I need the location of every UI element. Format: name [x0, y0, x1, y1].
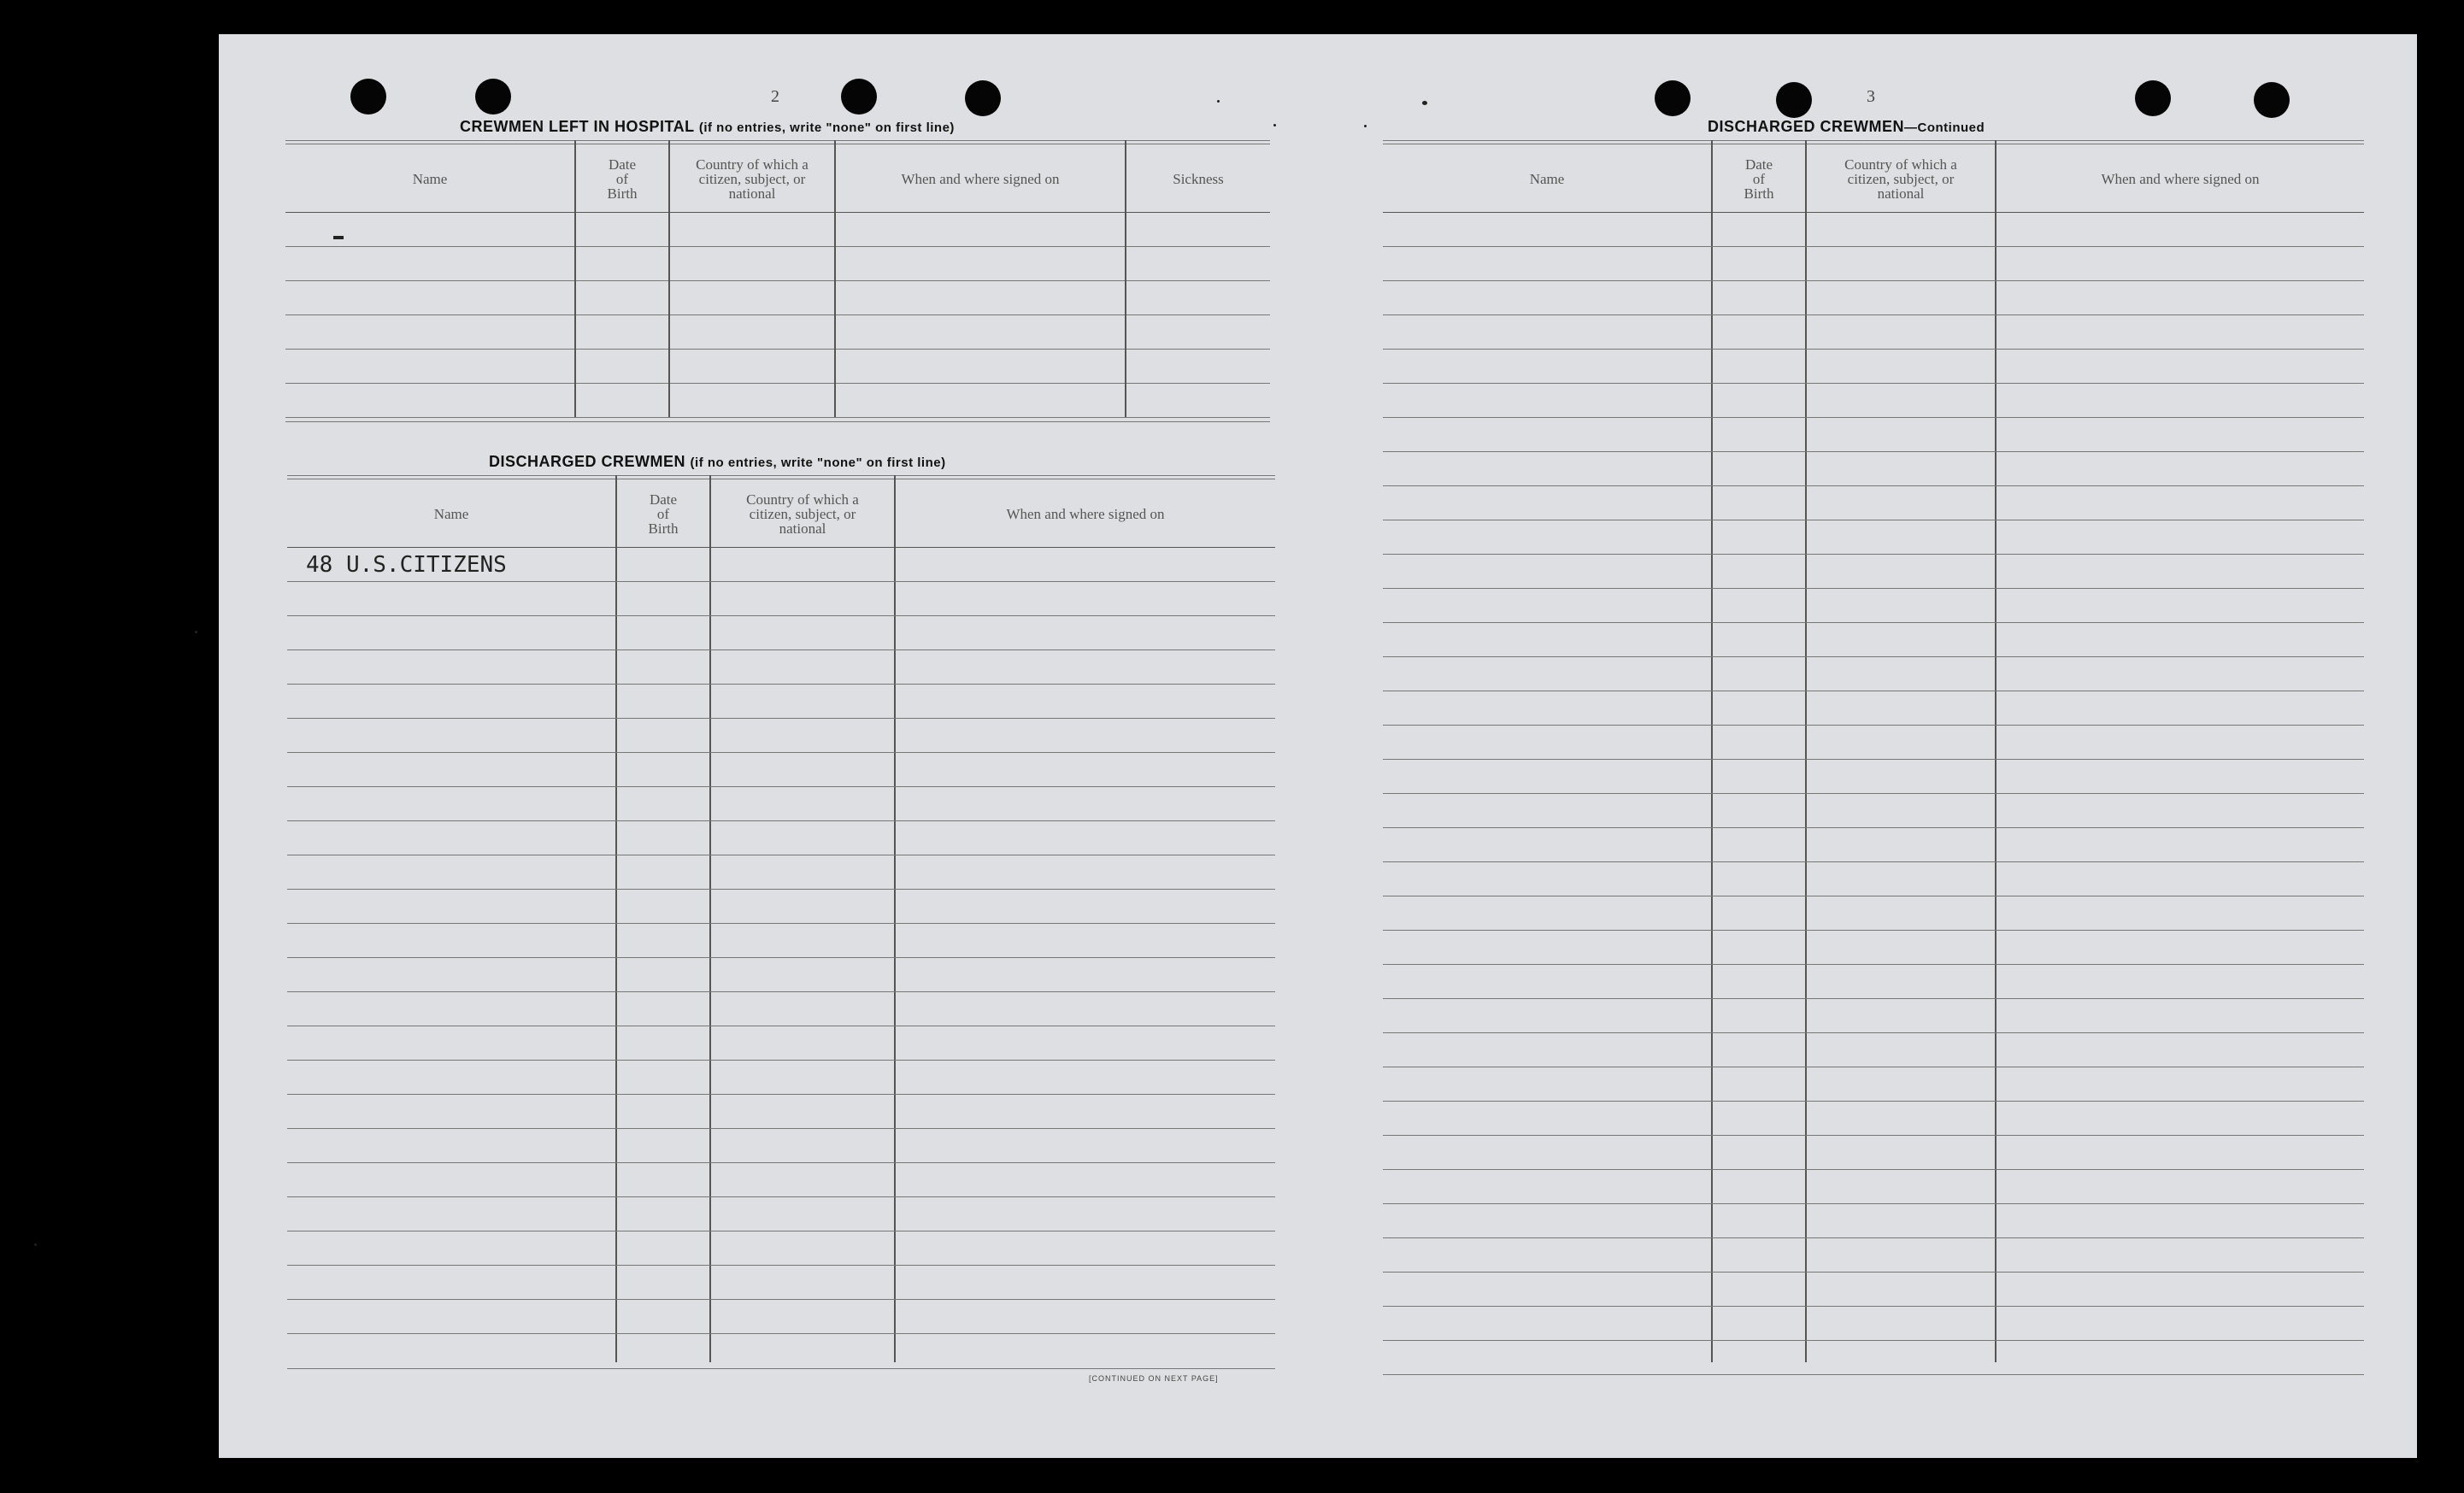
punch-hole	[2254, 82, 2290, 118]
ruled-line	[287, 1094, 1275, 1095]
ruled-line	[287, 1368, 1275, 1369]
ruled-line	[1383, 1135, 2364, 1136]
ruled-line	[1383, 1203, 2364, 1204]
ruled-line	[287, 1162, 1275, 1163]
ruled-line	[1383, 793, 2364, 794]
hospital-first-entry-mark	[333, 236, 344, 239]
ruled-line	[1383, 383, 2364, 384]
ruled-line	[287, 923, 1275, 924]
ruled-line	[1383, 314, 2364, 315]
ruled-line	[287, 615, 1275, 616]
punch-hole	[2135, 80, 2171, 116]
col-header-signed-on: When and where signed on	[2101, 170, 2260, 187]
discharged-continued-title	[1708, 118, 1985, 136]
document-sheet	[219, 34, 2417, 1458]
ruled-line	[1383, 964, 2364, 965]
ruled-line	[287, 581, 1275, 582]
col-header-date-of-birth: Date of Birth	[1744, 156, 1774, 202]
ruled-line	[1383, 725, 2364, 726]
ruled-line	[1383, 246, 2364, 247]
ruled-line	[287, 1265, 1275, 1266]
punch-hole	[965, 80, 1001, 116]
page-number: 2	[771, 87, 779, 106]
ruled-line	[287, 684, 1275, 685]
ruled-line	[1383, 485, 2364, 486]
ruled-line	[287, 1060, 1275, 1061]
punch-hole	[350, 79, 386, 115]
speck	[1273, 124, 1276, 126]
section-title-text: CREWMEN LEFT IN HOSPITAL	[460, 118, 695, 135]
page-number: 3	[1867, 87, 1875, 106]
section-subtitle: (if no entries, write "none" on first line)	[690, 456, 946, 470]
ruled-line	[1383, 759, 2364, 760]
ruled-line	[1383, 1374, 2364, 1375]
ruled-line	[1383, 417, 2364, 418]
speck	[1422, 101, 1427, 105]
ruled-line	[1383, 280, 2364, 281]
punch-hole	[841, 79, 877, 115]
ruled-line	[1383, 1032, 2364, 1033]
section-subtitle: —Continued	[1904, 120, 1985, 135]
ruled-line	[1383, 451, 2364, 452]
ruled-line	[1383, 1237, 2364, 1238]
continued-footer: [CONTINUED ON NEXT PAGE]	[1089, 1374, 1219, 1383]
col-header-signed-on: When and where signed on	[1006, 505, 1165, 522]
ruled-line	[287, 1299, 1275, 1300]
col-header-date-of-birth: Date of Birth	[648, 491, 679, 537]
punch-hole	[1655, 80, 1691, 116]
punch-hole	[475, 79, 511, 115]
section-title-text: DISCHARGED CREWMEN	[1708, 118, 1905, 135]
ruled-line	[287, 786, 1275, 787]
ruled-line	[1383, 656, 2364, 657]
punch-hole	[1776, 82, 1812, 118]
col-header-sickness: Sickness	[1173, 170, 1224, 187]
ruled-line	[287, 1196, 1275, 1197]
discharged-table	[287, 475, 1275, 1369]
discharged-first-entry: 48 U.S.CITIZENS	[306, 552, 507, 578]
ruled-line	[287, 957, 1275, 958]
speck	[195, 631, 197, 633]
col-header-signed-on: When and where signed on	[901, 170, 1060, 187]
ruled-line	[1383, 588, 2364, 589]
discharged-continued-table	[1383, 140, 2364, 1371]
ruled-line	[1383, 1101, 2364, 1102]
col-header-name: Name	[1529, 170, 1565, 187]
ruled-line	[1383, 622, 2364, 623]
ruled-line	[287, 718, 1275, 719]
ruled-line	[1383, 554, 2364, 555]
col-header-date-of-birth: Date of Birth	[607, 156, 638, 202]
speck	[1217, 100, 1220, 103]
col-header-country: Country of which a citizen, subject, or national	[746, 491, 859, 537]
hospital-section-title	[460, 118, 955, 136]
ruled-line	[1383, 1272, 2364, 1273]
ruled-line	[1383, 998, 2364, 999]
discharged-section-title	[489, 453, 946, 471]
speck	[1364, 125, 1367, 127]
ruled-line	[287, 1128, 1275, 1129]
section-title-text: DISCHARGED CREWMEN	[489, 453, 686, 470]
ruled-line	[287, 991, 1275, 992]
ruled-line	[287, 1333, 1275, 1334]
hospital-table	[285, 140, 1270, 424]
ruled-line	[287, 820, 1275, 821]
section-subtitle: (if no entries, write "none" on first line)	[698, 120, 955, 135]
speck	[34, 1243, 37, 1246]
ruled-line	[1383, 861, 2364, 862]
ruled-line	[287, 752, 1275, 753]
col-header-country: Country of which a citizen, subject, or national	[696, 156, 809, 202]
col-header-country: Country of which a citizen, subject, or national	[1844, 156, 1957, 202]
ruled-line	[1383, 1340, 2364, 1341]
col-header-name: Name	[412, 170, 448, 187]
ruled-line	[1383, 930, 2364, 931]
ruled-line	[287, 889, 1275, 890]
ruled-line	[1383, 1306, 2364, 1307]
ruled-line	[1383, 349, 2364, 350]
ruled-line	[1383, 827, 2364, 828]
col-header-name: Name	[433, 505, 469, 522]
ruled-line	[1383, 1169, 2364, 1170]
